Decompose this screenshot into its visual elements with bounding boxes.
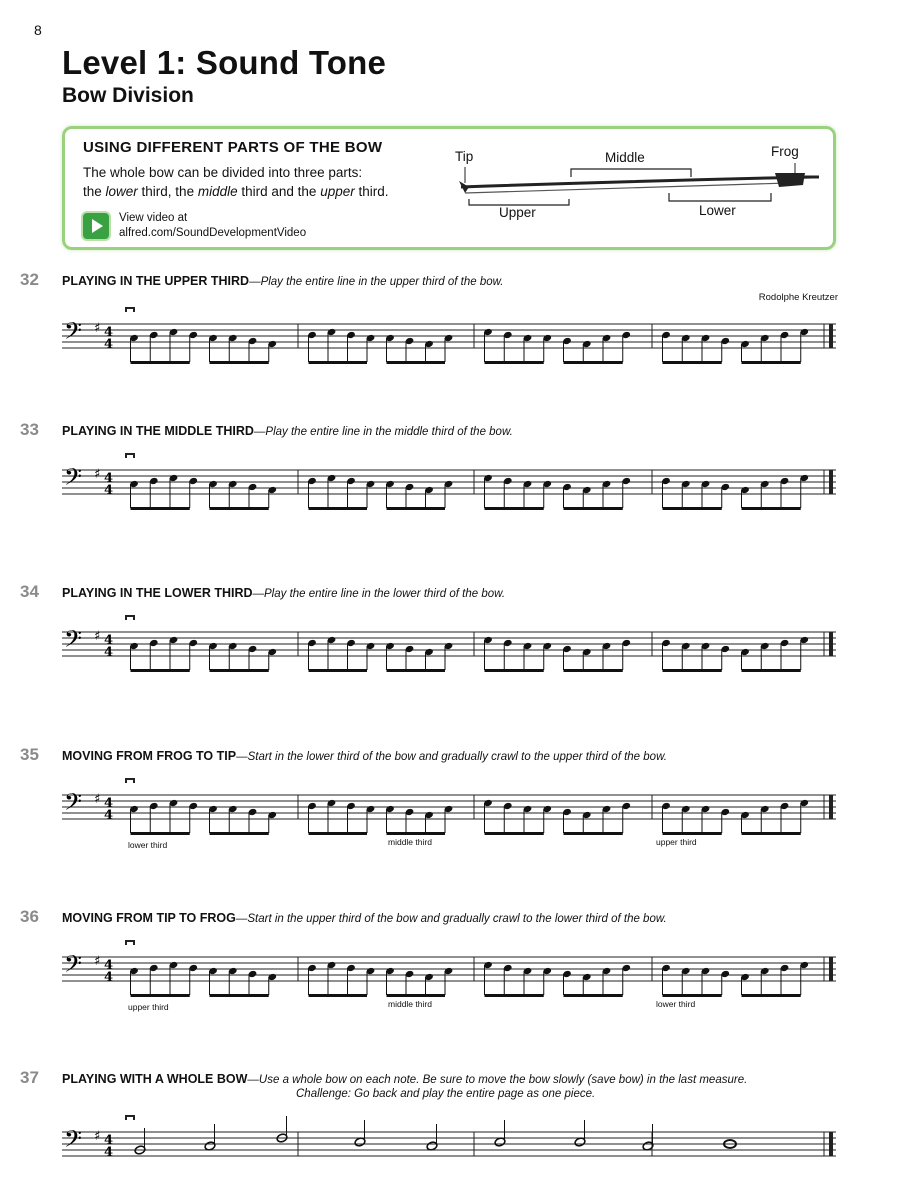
exercise-number: 32 xyxy=(20,270,39,289)
music-staff xyxy=(60,304,840,384)
down-bow-icon xyxy=(126,616,134,620)
bass-clef-icon: 𝄢 xyxy=(64,463,83,496)
bow-cue: upper third xyxy=(128,1002,169,1012)
bass-clef-icon: 𝄢 xyxy=(64,1125,83,1158)
note-beam xyxy=(663,832,722,835)
time-signature: 4 xyxy=(104,1133,114,1148)
note-beam xyxy=(742,994,801,997)
note-beam xyxy=(485,669,544,672)
time-signature: 4 xyxy=(104,483,114,498)
exercise-number: 34 xyxy=(20,582,39,601)
label-upper: Upper xyxy=(499,205,536,220)
music-staff xyxy=(60,1112,840,1192)
time-signature: 4 xyxy=(104,645,114,660)
video-line2: alfred.com/SoundDevelopmentVideo xyxy=(119,227,307,239)
exercise-number: 37 xyxy=(20,1068,39,1087)
video-line1: View video at xyxy=(119,212,188,224)
note-beam xyxy=(309,994,368,997)
note-beam xyxy=(742,669,801,672)
music-staff xyxy=(60,450,840,530)
bass-clef-icon: 𝄢 xyxy=(64,950,83,983)
music-staff xyxy=(60,612,840,692)
exercise-title xyxy=(62,274,504,288)
time-signature: 4 xyxy=(104,808,114,823)
exercise-description: —Play the entire line in the lower third of the bow. xyxy=(252,588,506,600)
info-text-mid1: third, the xyxy=(137,184,198,199)
exercise-37 xyxy=(0,1068,900,1193)
down-bow-icon xyxy=(126,1116,134,1120)
exercise-32 xyxy=(0,270,900,380)
exercise-title-text: PLAYING IN THE LOWER THIRD xyxy=(62,586,253,600)
info-text-middle: middle xyxy=(197,184,238,199)
bow-cue: upper third xyxy=(656,837,697,847)
note-beam xyxy=(210,669,269,672)
bass-clef-icon: 𝄢 xyxy=(64,788,83,821)
final-bar-thick xyxy=(829,795,833,819)
label-frog: Frog xyxy=(771,144,799,159)
info-text xyxy=(83,163,443,201)
note-beam xyxy=(387,507,446,510)
note-beam xyxy=(663,507,722,510)
final-bar-thick xyxy=(829,957,833,981)
sharp-icon: ♯ xyxy=(94,1129,101,1144)
bass-clef-icon: 𝄢 xyxy=(64,317,83,350)
exercise-description: —Play the entire line in the middle third of the bow. xyxy=(253,426,513,438)
note-beam xyxy=(564,507,623,510)
down-bow-icon xyxy=(126,779,134,783)
time-signature: 4 xyxy=(104,325,114,340)
note-beam xyxy=(742,832,801,835)
exercise-title-text: PLAYING IN THE MIDDLE THIRD xyxy=(62,424,254,438)
exercise-title xyxy=(62,749,667,763)
down-bow-icon xyxy=(126,941,134,945)
label-lower: Lower xyxy=(699,203,736,218)
note-beam xyxy=(210,994,269,997)
info-heading: USING DIFFERENT PARTS OF THE BOW xyxy=(83,139,383,156)
final-bar-thick xyxy=(829,324,833,348)
note-beam xyxy=(387,994,446,997)
bow-cue: lower third xyxy=(128,840,168,850)
note-beam xyxy=(309,832,368,835)
info-text-lower: lower xyxy=(105,184,138,199)
exercise-36 xyxy=(0,907,900,1027)
note-beam xyxy=(663,361,722,364)
exercise-description-line2: Challenge: Go back and play the entire page as one piece. xyxy=(296,1088,596,1100)
note-beam xyxy=(131,832,190,835)
down-bow-icon xyxy=(126,454,134,458)
video-link[interactable] xyxy=(119,211,306,241)
exercise-number: 33 xyxy=(20,420,39,439)
sharp-icon: ♯ xyxy=(94,954,101,969)
note-beam xyxy=(663,994,722,997)
note-beam xyxy=(309,507,368,510)
info-text-the: the xyxy=(83,184,106,199)
final-bar-thick xyxy=(829,1132,833,1156)
down-bow-icon xyxy=(126,308,134,312)
exercise-description: —Play the entire line in the upper third of the bow. xyxy=(249,276,504,288)
note-beam xyxy=(485,361,544,364)
note-beam xyxy=(387,669,446,672)
exercise-title-text: PLAYING IN THE UPPER THIRD xyxy=(62,274,250,288)
exercise-title xyxy=(62,424,513,438)
info-text-end: third. xyxy=(354,184,389,199)
exercise-description: —Start in the lower third of the bow and gradually crawl to the upper third of the bow. xyxy=(236,751,667,763)
exercise-title-text: MOVING FROM FROG TO TIP xyxy=(62,749,237,763)
sharp-icon: ♯ xyxy=(94,321,101,336)
play-video-icon[interactable] xyxy=(83,213,109,239)
bow-cue: middle third xyxy=(388,837,432,847)
note-beam xyxy=(131,507,190,510)
note-beam xyxy=(485,832,544,835)
exercise-title-text: PLAYING WITH A WHOLE BOW xyxy=(62,1072,248,1086)
bow-cue: lower third xyxy=(656,999,696,1009)
exercise-title-text: MOVING FROM TIP TO FROG xyxy=(62,911,236,925)
bass-clef-icon: 𝄢 xyxy=(64,625,83,658)
note-beam xyxy=(131,669,190,672)
bow-cue: middle third xyxy=(388,999,432,1009)
bow-diagram xyxy=(453,137,833,245)
note-beam xyxy=(210,832,269,835)
note-beam xyxy=(564,669,623,672)
note-beam xyxy=(485,507,544,510)
final-bar-thick xyxy=(829,470,833,494)
page-subtitle: Bow Division xyxy=(62,84,194,107)
note-beam xyxy=(210,507,269,510)
note-beam xyxy=(564,832,623,835)
exercise-description: —Use a whole bow on each note. Be sure to move the bow slowly (save bow) in the last measure. xyxy=(247,1074,748,1086)
music-staff xyxy=(60,775,840,855)
label-middle: Middle xyxy=(605,150,645,165)
time-signature: 4 xyxy=(104,796,114,811)
exercise-title xyxy=(62,586,505,600)
music-staff xyxy=(60,937,840,1017)
note-beam xyxy=(564,994,623,997)
note-beam xyxy=(387,832,446,835)
info-text-line1: The whole bow can be divided into three parts: xyxy=(83,165,363,180)
sharp-icon: ♯ xyxy=(94,792,101,807)
note-beam xyxy=(309,669,368,672)
info-text-mid2: third and the xyxy=(237,184,321,199)
time-signature: 4 xyxy=(104,970,114,985)
exercise-35 xyxy=(0,745,900,865)
note-beam xyxy=(663,669,722,672)
exercise-33 xyxy=(0,420,900,530)
note-beam xyxy=(210,361,269,364)
time-signature: 4 xyxy=(104,1145,114,1160)
time-signature: 4 xyxy=(104,958,114,973)
exercise-description: —Start in the upper third of the bow and gradually crawl to the lower third of the bow. xyxy=(235,913,667,925)
time-signature: 4 xyxy=(104,471,114,486)
note-beam xyxy=(309,361,368,364)
info-box xyxy=(62,126,836,250)
exercise-title xyxy=(62,911,667,925)
note-beam xyxy=(742,507,801,510)
composer: Rodolphe Kreutzer xyxy=(758,292,838,303)
note-beam xyxy=(131,994,190,997)
info-text-upper: upper xyxy=(320,184,355,199)
exercise-34 xyxy=(0,582,900,692)
note-beam xyxy=(387,361,446,364)
note-beam xyxy=(564,361,623,364)
exercise-number: 35 xyxy=(20,745,39,764)
note-beam xyxy=(742,361,801,364)
sharp-icon: ♯ xyxy=(94,629,101,644)
sharp-icon: ♯ xyxy=(94,467,101,482)
note-beam xyxy=(485,994,544,997)
time-signature: 4 xyxy=(104,633,114,648)
exercise-title xyxy=(62,1072,747,1086)
final-bar-thick xyxy=(829,632,833,656)
page-number: 8 xyxy=(34,22,42,38)
page-title: Level 1: Sound Tone xyxy=(62,44,387,81)
label-tip: Tip xyxy=(455,149,474,164)
note-beam xyxy=(131,361,190,364)
exercise-number: 36 xyxy=(20,907,39,926)
time-signature: 4 xyxy=(104,337,114,352)
